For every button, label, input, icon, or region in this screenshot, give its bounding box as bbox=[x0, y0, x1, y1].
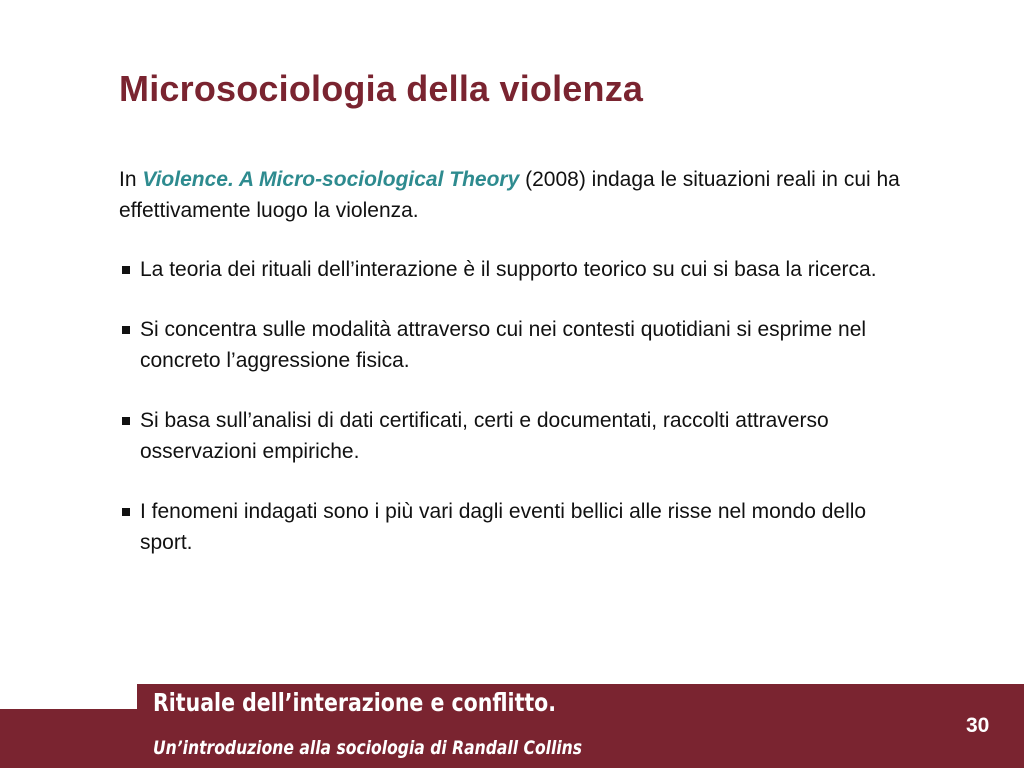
page-number: 30 bbox=[966, 714, 990, 737]
bullet-text: Si basa sull’analisi di dati certificati, certi e documentati, raccolti attraverso osservazioni empiriche. bbox=[140, 409, 829, 463]
bullet-text: I fenomeni indagati sono i più vari dagli eventi bellici alle risse nel mondo dello sport. bbox=[140, 500, 867, 554]
footer-notch bbox=[0, 684, 137, 709]
slide-title: Microsociologia della violenza bbox=[119, 68, 644, 109]
square-bullet-icon bbox=[122, 326, 130, 334]
bullet-item bbox=[119, 496, 909, 558]
footer-title: Rituale dell’interazione e conflitto. bbox=[153, 688, 557, 717]
bullet-item bbox=[119, 254, 909, 285]
bullet-item bbox=[119, 314, 909, 376]
square-bullet-icon bbox=[122, 508, 130, 516]
intro-paragraph bbox=[119, 164, 909, 226]
intro-suffix: (2008) indaga le situazioni reali in cui ha effettivamente luogo la violenza. bbox=[119, 168, 900, 222]
slide-content bbox=[119, 164, 909, 587]
bullet-text: La teoria dei rituali dell’interazione è il supporto teorico su cui si basa la ricerca. bbox=[140, 258, 877, 281]
bullet-item bbox=[119, 405, 909, 467]
bullet-list bbox=[119, 254, 909, 558]
book-title: Violence. A Micro-sociological Theory bbox=[142, 168, 520, 191]
intro-prefix: In bbox=[119, 168, 137, 191]
footer-subtitle: Un’introduzione alla sociologia di Randall Collins bbox=[153, 737, 583, 759]
square-bullet-icon bbox=[122, 266, 130, 274]
square-bullet-icon bbox=[122, 417, 130, 425]
bullet-text: Si concentra sulle modalità attraverso cui nei contesti quotidiani si esprime nel concreto l’aggressione fisica. bbox=[140, 318, 867, 372]
